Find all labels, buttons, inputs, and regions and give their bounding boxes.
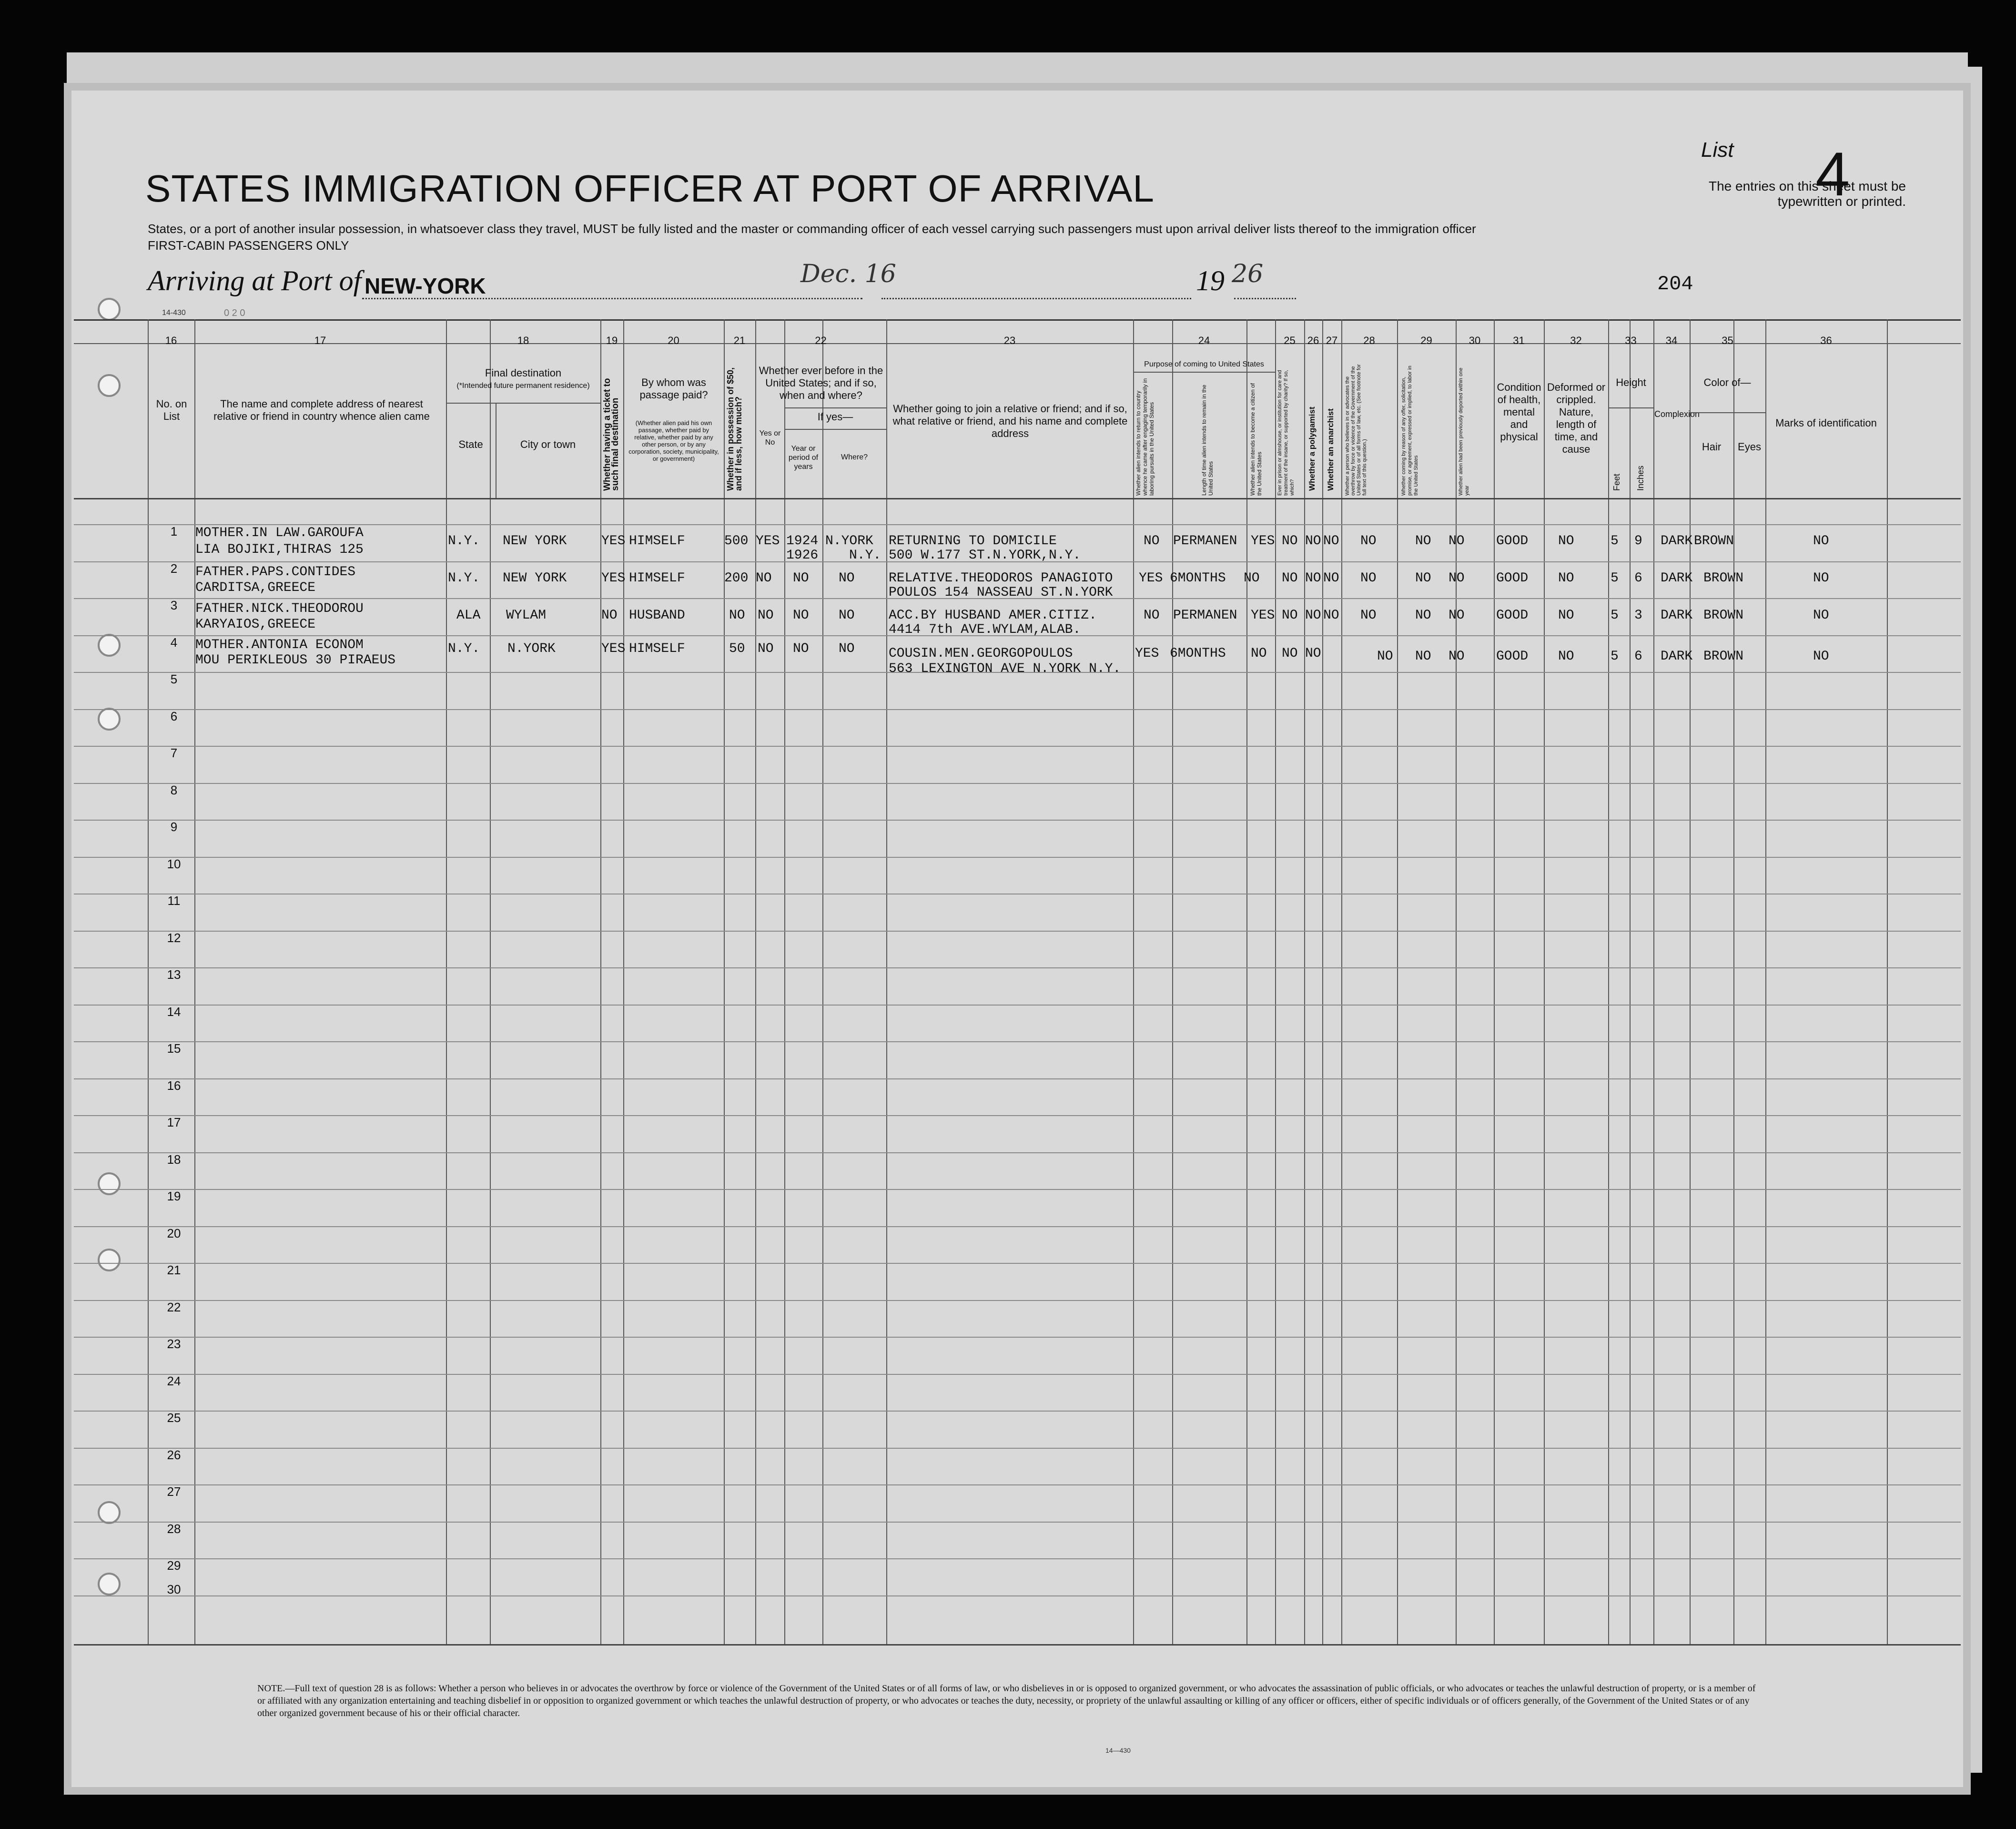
cell-overthrow: NO [1360,571,1377,586]
row-rule [74,1374,1961,1375]
cell-return: YES [1139,571,1163,586]
cell-deported: NO [1449,608,1465,623]
row-rule [74,1300,1961,1301]
cell-health: GOOD [1496,534,1529,549]
cell-health: GOOD [1496,608,1529,623]
cell-before: YES [756,534,780,549]
arriving-label: Arriving at Port of [148,265,362,296]
year-dotted-line [1234,298,1296,299]
header-complexion: Complexion [1654,409,1700,419]
header-return: Whether alien intends to return to country whence he came after engaging temporarily in laboring pursuits in the United States [1135,378,1155,496]
row-rule [74,820,1961,821]
cell-join: 500 W.177 ST.N.YORK,N.Y. [889,548,1081,563]
table-bottom-rule [74,1644,1961,1646]
cell-citizen: YES [1251,608,1275,623]
cell-polygamist: NO [1305,571,1321,586]
column-rule [1246,319,1247,1644]
footnote: NOTE.—Full text of question 28 is as follows: Whether a person who believes in or advocates the overthrow by force or violence of the Government of the United States or of all forms of law, or who disbelieves in or is opposed to organized government, or who advocates the assassination of public officials, or who advocates or teaches the unlawful destruction of property, or is a member of or affiliated with any organization entertaining and teaching disbelief in or opposition to organized government or which teaches the unlawful destruction of property, or who advocates or teaches the duty, necessity, or propriety of the unlawful assaulting or killing of any officer or officers, either of specific individuals or of officers generally, of the Government of the United States or of any other organized government because of his or their official character. [257,1683,1756,1718]
column-rule [148,319,149,1644]
cell-relative: MOTHER.IN LAW.GAROUFA [195,526,364,540]
row-number: 5 [170,672,178,686]
cell-overthrow: NO [1360,608,1377,623]
cell-polygamist: NO [1305,534,1321,549]
cell-inches: 9 [1634,534,1642,549]
cell-prison: NO [1282,646,1298,661]
cell-labor: NO [1415,649,1431,664]
column-rule [600,319,601,1644]
row-number: 17 [167,1115,181,1129]
header-anarchist: Whether an anarchist [1326,408,1335,491]
cell-years: NO [793,641,809,656]
header-subrule [446,403,600,404]
manifest-table [74,319,1961,1646]
column-rule [1608,319,1609,1644]
header-inches: Inches [1636,465,1645,491]
row-number: 4 [170,635,178,650]
cell-complexion: DARK [1661,608,1693,623]
column-rule [623,319,624,1644]
cell-state: N.Y. [448,534,480,549]
row-number: 15 [167,1041,181,1056]
row-rule [74,1152,1961,1153]
row-number: 23 [167,1337,181,1351]
row-rule [74,1041,1961,1042]
cell-complexion: DARK [1661,534,1693,549]
header-yes-no: Yes or No [759,429,781,447]
header-city: City or town [520,438,576,450]
column-rule [1133,319,1134,1644]
row-rule [74,1263,1961,1264]
cell-inches: 3 [1634,608,1642,623]
column-rule [1397,319,1398,1644]
row-rule [74,783,1961,784]
row-number: 1 [170,524,178,539]
header-rule [74,498,1961,499]
header-purpose: Purpose of coming to United States [1144,360,1264,368]
column-rule [1765,319,1766,1644]
column-rule [1733,319,1734,1644]
cell-labor: NO [1415,608,1431,623]
header-no-on-list: No. on List [156,398,187,422]
row-rule [74,1411,1961,1412]
list-label: List [1701,138,1734,162]
cell-feet: 5 [1611,608,1619,623]
cell-overthrow: NO [1360,534,1377,549]
stamp-mark: 0 2 0 [224,308,245,318]
header-length-of-time: Length of time alien intends to remain in the United States [1201,385,1214,496]
column-number: 21 [733,335,746,346]
header-marks: Marks of identification [1775,417,1877,429]
column-number: 18 [517,335,529,346]
column-rule [724,319,725,1644]
cell-hair: BROWN [1703,608,1744,623]
row-rule [74,1115,1961,1116]
header-hair: Hair [1702,441,1722,453]
row-rule [74,1078,1961,1079]
row-number: 13 [167,967,181,982]
cell-health: GOOD [1496,571,1529,586]
cell-ticket: YES [601,571,626,586]
cell-state: ALA [456,608,481,623]
row-number: 21 [167,1263,181,1277]
row-rule [74,1337,1961,1338]
cell-anarchist: NO [1323,571,1339,586]
row-rule [74,524,1961,525]
cell-relative: MOU PERIKLEOUS 30 PIRAEUS [195,653,396,668]
cell-overthrow: NO [1377,649,1393,664]
header-final-destination-note: (*Intended future permanent residence) [456,382,590,390]
cell-citizen: YES [1251,534,1275,549]
cell-citizen: NO [1251,646,1267,661]
header-year-period: Year or period of years [788,445,819,471]
cell-where: NO [839,641,855,656]
cell-join: RETURNING TO DOMICILE [889,534,1057,549]
header-eyes: Eyes [1738,441,1761,453]
date-dotted-line [881,298,1191,299]
row-number: 30 [167,1582,181,1596]
header-line-2: FIRST-CABIN PASSENGERS ONLY [148,238,349,253]
cell-marks: NO [1813,649,1829,664]
header-deported: Whether alien had been previously deported within one year [1458,367,1470,496]
cell-deformed: NO [1558,534,1574,549]
column-number: 36 [1820,335,1832,346]
year-handwritten: 26 [1232,260,1264,288]
column-number: 16 [165,335,177,346]
row-number: 27 [167,1484,181,1499]
cell-before: NO [758,608,774,623]
cell-return: NO [1144,534,1160,549]
cell-relative: KARYAIOS,GREECE [195,617,316,632]
row-rule [74,931,1961,932]
column-rule [1630,319,1631,1644]
header-ever-before: Whether ever before in the United States; and if so, when and where? [759,365,883,401]
column-number: 25 [1284,335,1296,346]
column-rule [490,319,491,1644]
header-overthrow: Whether a person who believes in or advocates the overthrow by force or violence of the Government of the United States or of all forms of law, etc. (See footnote for full text of this question.) [1345,364,1368,496]
cell-marks: NO [1813,608,1829,623]
cell-state: N.Y. [448,571,480,586]
cell-paid-by: HUSBAND [629,608,685,623]
column-rule [1304,319,1305,1644]
header-subrule [784,429,886,430]
column-rule [1275,319,1276,1644]
cell-relative: FATHER.NICK.THEODOROU [195,601,364,616]
row-rule [74,967,1961,968]
header-deformed: Deformed or crippled. Nature, length of time, and cause [1547,381,1606,455]
cell-paid-by: HIMSELF [629,641,685,656]
cell-deformed: NO [1558,608,1574,623]
column-number: 26 [1307,335,1319,346]
row-number: 6 [170,709,178,723]
header-going-to-join: Whether going to join a relative or friend; and if so, what relative or friend, and his name and complete address [892,403,1128,439]
typewritten-instruction: The entries on this sheet must be typewritten or printed. [1709,179,1906,209]
form-number: 14-430 [162,309,186,317]
row-rule [74,1189,1961,1190]
header-where: Where? [841,453,868,461]
header-paid-by-note: (Whether alien paid his own passage, whether paid by relative, whether paid by any other person, or by any corporation, society, municipality, or government) [628,419,719,462]
cell-citizen: NO [1244,571,1260,586]
column-number: 29 [1420,335,1432,346]
column-number: 34 [1665,335,1678,346]
cell-deformed: NO [1558,649,1574,664]
column-number: 19 [606,335,618,346]
cell-money: 50 [729,641,745,656]
year-prefix: 19 [1196,265,1225,296]
cell-anarchist: NO [1323,534,1339,549]
row-number: 12 [167,931,181,945]
cell-inches: 6 [1634,571,1642,586]
column-number: 22 [815,335,827,346]
cell-join: ACC.BY HUSBAND AMER.CITIZ. [889,608,1097,623]
cell-health: GOOD [1496,649,1529,664]
cell-join: COUSIN.MEN.GEORGOPOULOS [889,646,1073,661]
header-subrule [1608,407,1653,408]
column-number: 27 [1326,335,1338,346]
cell-marks: NO [1813,571,1829,586]
column-rule [1322,319,1323,1644]
cell-length: 6MONTHS [1170,646,1226,661]
row-rule [74,1448,1961,1449]
column-rule [446,319,447,1644]
cell-deported: NO [1449,649,1465,664]
header-coming-by-offer: Whether coming by reason of any offer, solicitation, promise, or agreement, expressed or implied, to labor in the United States [1401,366,1419,496]
row-number: 14 [167,1005,181,1019]
row-number: 7 [170,746,178,760]
row-number: 28 [167,1522,181,1536]
cell-complexion: DARK [1661,571,1693,586]
cell-polygamist: NO [1305,646,1321,661]
cell-length: 6MONTHS [1170,571,1226,586]
cell-return: YES [1135,646,1159,661]
column-number: 33 [1625,335,1637,346]
cell-ticket: NO [601,608,618,623]
cell-state: N.Y. [448,641,480,656]
cell-money: NO [729,608,745,623]
cell-years: 1926 [786,548,819,563]
cell-relative: LIA BOJIKI,THIRAS 125 [195,542,364,557]
cell-feet: 5 [1611,649,1619,664]
header-subrule [1690,412,1765,413]
column-rule [1494,319,1495,1644]
binder-hole [98,298,121,321]
cell-money: 200 [724,571,749,586]
cell-labor: NO [1415,571,1431,586]
column-rule [1690,319,1691,1644]
cell-city: NEW YORK [503,534,567,549]
list-number: 4 [1815,139,1850,209]
cell-prison: NO [1282,534,1298,549]
row-rule [74,746,1961,747]
row-number: 3 [170,598,178,612]
column-rule [1544,319,1545,1644]
cell-deported: NO [1449,534,1465,549]
cell-city: N.YORK [507,641,556,656]
cell-join: 563 LEXINGTON AVE N.YORK N.Y. [889,661,1121,676]
cell-deformed: NO [1558,571,1574,586]
cell-city: NEW YORK [503,571,567,586]
column-number: 30 [1469,335,1481,346]
row-number: 10 [167,857,181,871]
row-number: 29 [167,1558,181,1573]
column-number: 17 [314,335,326,346]
column-number: 32 [1570,335,1582,346]
cell-join: 4414 7th AVE.WYLAM,ALAB. [889,622,1081,637]
row-number: 8 [170,783,178,797]
cell-years: 1924 [786,534,819,549]
header-final-destination: Final destination [485,367,562,379]
header-paid-by: By whom was passage paid? [639,376,708,401]
column-rule [1456,319,1457,1644]
cell-deported: NO [1449,571,1465,586]
cell-ticket: YES [601,641,626,656]
row-rule [74,1005,1961,1006]
cell-prison: NO [1282,571,1298,586]
cell-ticket: YES [601,534,626,549]
row-number: 26 [167,1448,181,1462]
arrival-date-handwritten: Dec. 16 [800,260,896,288]
row-rule [74,1522,1961,1523]
cell-paid-by: HIMSELF [629,534,685,549]
column-rule [1172,319,1173,1644]
row-rule [74,1226,1961,1227]
cell-where: NO [839,608,855,623]
header-line-1: States, or a port of another insular possession, in whatsoever class they travel, MUST be fully listed and the master or commanding officer of each vessel carrying such passengers must upon arrival deliver lists thereof to the immigration officer [148,222,1476,236]
cell-marks: NO [1813,534,1829,549]
row-number: 24 [167,1374,181,1388]
column-rule [755,319,756,1644]
header-subrule [784,407,886,408]
cell-anarchist: NO [1323,608,1339,623]
column-rule [784,319,785,1644]
cell-hair: BROWN [1703,649,1744,664]
header-polygamist: Whether a polygamist [1307,406,1317,491]
column-number: 23 [1003,335,1016,346]
row-number: 19 [167,1189,181,1203]
cell-complexion: DARK [1661,649,1693,664]
row-rule [74,709,1961,710]
cell-labor: NO [1415,534,1431,549]
cell-money: 500 [724,534,749,549]
header-feet: Feet [1612,473,1621,491]
header-health: Condition of health, mental and physical [1497,381,1541,443]
cell-prison: NO [1282,608,1298,623]
cell-inches: 6 [1634,649,1642,664]
row-number: 9 [170,820,178,834]
header-state: State [458,438,483,450]
row-number: 22 [167,1300,181,1314]
header-citizen: Whether alien intends to become a citizen of the United States [1249,383,1263,496]
cell-where: N.Y. [849,548,881,563]
cell-length: PERMANEN [1173,534,1237,549]
column-number: 31 [1513,335,1525,346]
header-prison: Ever in prison or almshouse, or institution for care and treatment of the insane, or supported by charity? If so, which? [1277,370,1295,496]
column-number: 24 [1198,335,1210,346]
cell-feet: 5 [1611,534,1619,549]
cell-years: NO [793,571,809,586]
column-rule [886,319,887,1644]
column-rule [1887,319,1888,1644]
footer-form-number: 14—430 [1105,1747,1131,1754]
cell-return: NO [1144,608,1160,623]
cell-where: NO [839,571,855,586]
row-number: 16 [167,1078,181,1093]
row-number: 25 [167,1411,181,1425]
header-if-yes: If yes— [817,411,853,423]
cell-hair: BROWN [1703,571,1744,586]
cell-before: NO [756,571,772,586]
cell-join: POULOS 154 NASSEAU ST.N.YORK [889,585,1113,600]
cell-join: RELATIVE.THEODOROS PANAGIOTO [889,571,1113,586]
port-name: NEW-YORK [365,274,486,298]
row-rule [74,857,1961,858]
port-dotted-line [362,298,862,299]
cell-length: PERMANEN [1173,608,1237,623]
page-title: STATES IMMIGRATION OFFICER AT PORT OF ARRIVAL [145,167,1155,210]
header-nearest-relative: The name and complete address of nearest relative or friend in country whence alien came [213,398,430,422]
row-number: 11 [167,894,181,908]
row-number: 18 [167,1152,181,1167]
column-rule [822,319,823,1644]
cell-relative: FATHER.PAPS.CONTIDES [195,565,356,579]
row-number: 2 [170,561,178,576]
cell-feet: 5 [1611,571,1619,586]
cell-paid-by: HIMSELF [629,571,685,586]
cell-polygamist: NO [1305,608,1321,623]
column-number: 28 [1363,335,1375,346]
cell-city: WYLAM [506,608,547,623]
cell-where: N.YORK [825,534,873,549]
row-rule [74,1558,1961,1559]
row-rule [74,1595,1961,1596]
header-color-of: Color of— [1703,376,1751,388]
header-subrule [1133,372,1275,373]
row-number: 20 [167,1226,181,1240]
cell-hair: BROWN [1694,534,1734,549]
cell-relative: MOTHER.ANTONIA ECONOM [195,638,364,652]
cell-years: NO [793,608,809,623]
header-ticket: Whether having a ticket to such final destination [602,378,620,491]
header-money: Whether in possession of $50, and if less, how much? [726,367,743,491]
column-rule [1341,319,1342,1644]
column-number: 35 [1722,335,1733,346]
header-height: Height [1616,376,1646,388]
cell-relative: CARDITSA,GREECE [195,580,316,595]
page-number: 204 [1657,273,1693,295]
column-rule [1653,319,1654,1644]
row-rule [74,1484,1961,1485]
cell-before: NO [758,641,774,656]
column-number: 20 [668,335,679,346]
